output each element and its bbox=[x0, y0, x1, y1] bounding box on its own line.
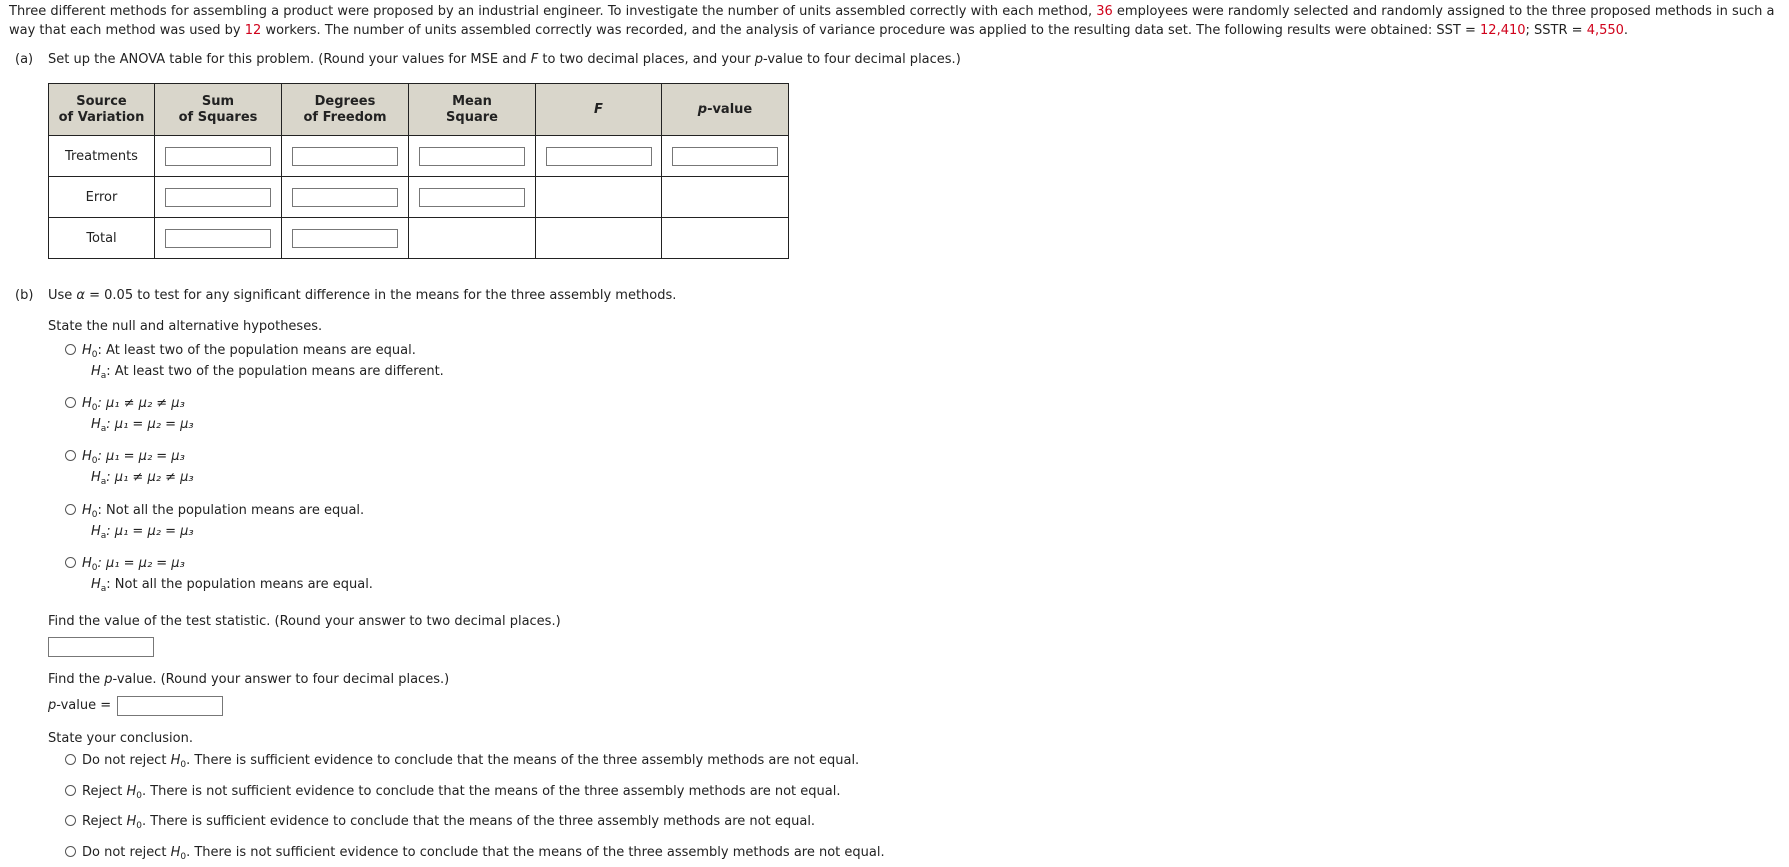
treatments-f-input[interactable] bbox=[546, 147, 652, 166]
subscript: 0 bbox=[91, 563, 98, 573]
hypothesis-option-5[interactable] bbox=[65, 553, 373, 595]
null-hypothesis: : μ₁ ≠ μ₂ ≠ μ₃ bbox=[97, 396, 185, 411]
h-symbol: H bbox=[82, 449, 92, 464]
p-symbol: p bbox=[754, 52, 764, 67]
part-a-instructions bbox=[15, 52, 961, 67]
header-text: of Freedom bbox=[303, 109, 387, 125]
option-text: . There is sufficient evidence to conclude that the means of the three assembly methods are not equal. bbox=[186, 753, 860, 768]
h-symbol: H bbox=[91, 524, 101, 539]
p-value-label bbox=[48, 698, 111, 713]
p-symbol: p bbox=[48, 698, 57, 713]
empty-cell bbox=[662, 218, 789, 259]
h-symbol: H bbox=[91, 470, 101, 485]
subscript: a bbox=[100, 584, 107, 594]
h-symbol: H bbox=[82, 503, 92, 518]
header-f bbox=[536, 84, 662, 136]
hypothesis-option-4[interactable] bbox=[65, 500, 364, 542]
subscript: a bbox=[100, 531, 107, 541]
radio-button[interactable] bbox=[65, 557, 76, 568]
subscript: 0 bbox=[180, 760, 187, 770]
table-row-total bbox=[49, 218, 789, 259]
alternative-hypothesis: : At least two of the population means are different. bbox=[106, 364, 444, 379]
option-text: . There is not sufficient evidence to conclude that the means of the three assembly methods are not equal. bbox=[186, 845, 885, 860]
alternative-hypothesis: : Not all the population means are equal. bbox=[106, 577, 373, 592]
cell bbox=[662, 136, 789, 177]
subscript: 0 bbox=[136, 821, 142, 831]
cell bbox=[155, 177, 282, 218]
subscript: 0 bbox=[91, 403, 98, 413]
intro-text: . bbox=[1623, 22, 1629, 38]
radio-button[interactable] bbox=[65, 397, 76, 408]
header-text: Mean bbox=[452, 93, 492, 109]
header-text: Square bbox=[446, 109, 498, 125]
h-symbol: H bbox=[126, 784, 137, 799]
option-text: Do not reject bbox=[82, 753, 171, 768]
radio-button[interactable] bbox=[65, 815, 76, 826]
prompt-text: Find the bbox=[48, 672, 105, 687]
radio-button[interactable] bbox=[65, 785, 76, 796]
cell bbox=[282, 177, 409, 218]
instruction-text: Use bbox=[48, 288, 77, 303]
treatments-pvalue-input[interactable] bbox=[672, 147, 778, 166]
header-source bbox=[49, 84, 155, 136]
row-label-treatments: Treatments bbox=[49, 136, 155, 177]
empty-cell bbox=[536, 177, 662, 218]
alternative-hypothesis: : μ₁ = μ₂ = μ₃ bbox=[106, 524, 194, 539]
prompt-text: -value. (Round your answer to four decimal places.) bbox=[112, 672, 450, 687]
h-symbol: H bbox=[91, 417, 101, 432]
h-symbol: H bbox=[170, 753, 181, 768]
header-text: of Squares bbox=[178, 109, 258, 125]
radio-button[interactable] bbox=[65, 344, 76, 355]
header-text: of Variation bbox=[58, 109, 145, 125]
instruction-text: = 0.05 to test for any significant difference in the means for the three assembly methods. bbox=[85, 288, 677, 303]
treatments-ss-input[interactable] bbox=[165, 147, 271, 166]
table-row-error bbox=[49, 177, 789, 218]
table-row-treatments bbox=[49, 136, 789, 177]
f-symbol: F bbox=[530, 52, 539, 67]
alternative-hypothesis: : μ₁ = μ₂ = μ₃ bbox=[106, 417, 194, 432]
header-text: F bbox=[594, 101, 603, 117]
cell bbox=[409, 136, 536, 177]
null-hypothesis: : At least two of the population means are equal. bbox=[97, 343, 416, 358]
cell bbox=[155, 218, 282, 259]
null-hypothesis: : μ₁ = μ₂ = μ₃ bbox=[97, 449, 185, 464]
h-symbol: H bbox=[82, 396, 92, 411]
subscript: 0 bbox=[180, 852, 187, 862]
h-symbol: H bbox=[91, 364, 101, 379]
part-a-label: (a) bbox=[15, 52, 34, 67]
option-text: . There is not sufficient evidence to conclude that the means of the three assembly methods are not equal. bbox=[141, 784, 841, 799]
row-label-error: Error bbox=[49, 177, 155, 218]
empty-cell bbox=[536, 218, 662, 259]
option-text: Reject bbox=[82, 814, 127, 829]
test-statistic-input[interactable] bbox=[48, 637, 154, 657]
radio-button[interactable] bbox=[65, 754, 76, 765]
radio-button[interactable] bbox=[65, 450, 76, 461]
error-ms-input[interactable] bbox=[419, 188, 525, 207]
option-text: Reject bbox=[82, 784, 127, 799]
instruction-text: -value to four decimal places.) bbox=[763, 52, 961, 67]
error-df-input[interactable] bbox=[292, 188, 398, 207]
null-hypothesis: : Not all the population means are equal. bbox=[97, 503, 365, 518]
header-text: Degrees bbox=[314, 93, 376, 109]
subscript: 0 bbox=[91, 350, 98, 360]
hypothesis-option-1[interactable] bbox=[65, 340, 444, 382]
subscript: a bbox=[100, 424, 107, 434]
employees-count: 36 bbox=[1096, 4, 1113, 19]
empty-cell bbox=[662, 177, 789, 218]
header-text: -value bbox=[707, 101, 753, 117]
p-value-input[interactable] bbox=[117, 696, 223, 716]
p-symbol: p bbox=[104, 672, 113, 687]
cell bbox=[536, 136, 662, 177]
subscript: a bbox=[100, 477, 107, 487]
h-symbol: H bbox=[170, 845, 181, 860]
cell bbox=[282, 136, 409, 177]
cell bbox=[409, 177, 536, 218]
intro-text: employees were randomly selected and randomly assigned to the three proposed methods in such a way that each method was used by bbox=[9, 4, 1775, 38]
hypothesis-option-3[interactable] bbox=[65, 446, 194, 488]
intro-text: ; SSTR = bbox=[1525, 22, 1587, 38]
conclusion-option-4[interactable] bbox=[65, 845, 885, 860]
header-mean-square bbox=[409, 84, 536, 136]
conclusion-option-3[interactable] bbox=[65, 814, 815, 829]
label-text: -value = bbox=[56, 698, 112, 713]
h-symbol: H bbox=[82, 556, 92, 571]
row-label-total: Total bbox=[49, 218, 155, 259]
conclusion-option-1[interactable] bbox=[65, 753, 859, 768]
part-b-instructions bbox=[15, 288, 676, 303]
header-text: Sum bbox=[201, 93, 235, 109]
h-symbol: H bbox=[126, 814, 137, 829]
intro-text: workers. The number of units assembled correctly was recorded, and the analysis of variance procedure was applied to the resulting data set. The following results were obtained: SST = bbox=[261, 22, 1481, 38]
option-text: Do not reject bbox=[82, 845, 171, 860]
radio-button[interactable] bbox=[65, 504, 76, 515]
empty-cell bbox=[409, 218, 536, 259]
intro-text: Three different methods for assembling a product were proposed by an industrial engineer. To investigate the number of units assembled correctly with each method, bbox=[9, 4, 1097, 19]
null-hypothesis: : μ₁ = μ₂ = μ₃ bbox=[97, 556, 185, 571]
header-degrees-of-freedom bbox=[282, 84, 409, 136]
header-text: Source bbox=[76, 93, 127, 109]
subscript: a bbox=[100, 371, 107, 381]
total-ss-input[interactable] bbox=[165, 229, 271, 248]
header-p-value bbox=[662, 84, 789, 136]
subscript: 0 bbox=[136, 791, 142, 801]
alternative-hypothesis: : μ₁ ≠ μ₂ ≠ μ₃ bbox=[106, 470, 194, 485]
treatments-df-input[interactable] bbox=[292, 147, 398, 166]
workers-count: 12 bbox=[244, 22, 262, 38]
alpha-symbol: α bbox=[76, 288, 85, 303]
instruction-text: Set up the ANOVA table for this problem. (Round your values for MSE and bbox=[48, 52, 531, 67]
treatments-ms-input[interactable] bbox=[419, 147, 525, 166]
cell bbox=[282, 218, 409, 259]
anova-table bbox=[48, 83, 789, 259]
problem-statement bbox=[9, 3, 1784, 40]
sst-value: 12,410 bbox=[1480, 22, 1526, 38]
option-text: . There is sufficient evidence to conclude that the means of the three assembly methods are not equal. bbox=[141, 814, 816, 829]
radio-button[interactable] bbox=[65, 846, 76, 857]
part-b-label: (b) bbox=[15, 288, 34, 303]
subscript: 0 bbox=[91, 456, 98, 466]
header-sum-of-squares bbox=[155, 84, 282, 136]
p-value-prompt bbox=[48, 672, 449, 687]
error-ss-input[interactable] bbox=[165, 188, 271, 207]
h-symbol: H bbox=[91, 577, 101, 592]
instruction-text: to two decimal places, and your bbox=[538, 52, 755, 67]
cell bbox=[155, 136, 282, 177]
sstr-value: 4,550 bbox=[1586, 22, 1624, 38]
hypotheses-prompt: State the null and alternative hypotheses. bbox=[48, 319, 323, 334]
subscript: 0 bbox=[91, 510, 98, 520]
anova-header-row bbox=[49, 84, 789, 136]
conclusion-prompt: State your conclusion. bbox=[48, 731, 193, 746]
conclusion-option-2[interactable] bbox=[65, 784, 840, 799]
h-symbol: H bbox=[82, 343, 92, 358]
total-df-input[interactable] bbox=[292, 229, 398, 248]
header-text: p bbox=[697, 101, 708, 117]
hypothesis-option-2[interactable] bbox=[65, 393, 194, 435]
test-statistic-prompt: Find the value of the test statistic. (Round your answer to two decimal places.) bbox=[48, 614, 561, 629]
